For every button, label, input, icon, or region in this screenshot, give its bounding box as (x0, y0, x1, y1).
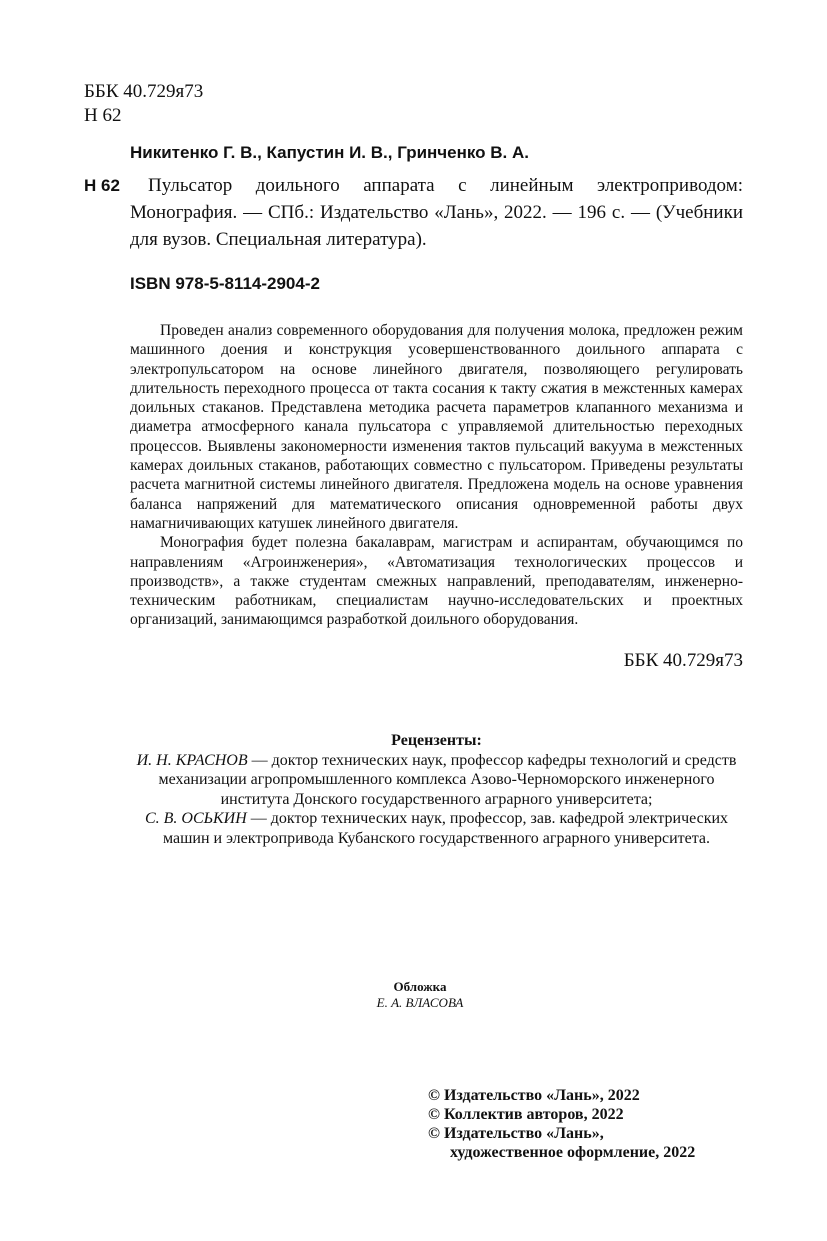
copyright-line: © Издательство «Лань», (428, 1125, 604, 1142)
authors-line: Никитенко Г. В., Капустин И. В., Гринченко В. А. (130, 143, 530, 162)
reviewer-2-name: С. В. ОСЬКИН (144, 810, 247, 827)
cover-credit (300, 979, 540, 1011)
copyright-line: © Издательство «Лань», 2022 (428, 1087, 640, 1104)
cover-designer: Е. А. ВЛАСОВА (376, 995, 464, 1010)
reviewer-2-text: — доктор технических наук, профессор, зав. кафедрой электрических машин и электропривода Кубанского государственного аграрного университета. (162, 810, 729, 847)
abstract-paragraph: Монография будет полезна бакалаврам, магистрам и аспирантам, обучающимся по направлениям «Агроинженерия», «Автоматизация технологических процессов и производств», а также студентам смежных направлений, преподавателям, инженерно-техническим работникам, специалистам научно-исследовательских и проектных организаций, занимающимся разработкой доильного оборудования. (130, 534, 743, 629)
reviewer-1-name: И. Н. КРАСНОВ (136, 751, 248, 769)
cover-heading: Обложка (393, 979, 447, 994)
bibliographic-description: Пульсатор доильного аппарата с линейным электроприводом: Монография. — СПб.: Издательство «Лань», 2022. — 196 с. — (Учебники для вузов. Специальная литература). (130, 175, 743, 250)
abstract (130, 321, 743, 630)
abstract-paragraph: Проведен анализ современного оборудования для получения молока, предложен режим машинного доения и конструкция усовершенствованного доильного аппарата с электропульсатором на основе линейного двигателя, позволяющего регулировать длительность переходного процесса от такта сосания к такту сжатия в межстенных камерах доильных стаканов. Представлена методика расчета параметров клапанного механизма и диаметра атмосферного канала пульсатора с управляемой длительностью переходных процессов. Выявлены закономерности изменения тактов пульсаций вакуума в межстенных камерах доильных стаканов, работающих совместно с пульсатором. Приведены результаты расчета магнитной системы линейного двигателя. Предложена модель на основе уравнения баланса напряжений для математического описания одновременной работы двух намагничивающих катушек линейного двигателя. (130, 322, 743, 532)
bbk-header (84, 80, 203, 128)
reviewers-block (130, 731, 743, 848)
reviewer-1-text: — доктор технических наук, профессор кафедры технологий и средств механизации агропромышленного комплекса Азово-Черноморского инженерного института Донского государственного аграрного университета; (158, 751, 737, 808)
author-mark: Н 62 (84, 105, 122, 126)
entry-code: Н 62 (84, 176, 120, 195)
copyright-line: © Коллектив авторов, 2022 (428, 1106, 624, 1123)
copyright-block (428, 1086, 695, 1162)
bbk-code: ББК 40.729я73 (84, 81, 204, 102)
reviewers-heading: Рецензенты: (391, 732, 482, 749)
bbk-bottom: ББК 40.729я73 (623, 650, 743, 671)
isbn: ISBN 978-5-8114-2904-2 (130, 274, 320, 293)
reviewer-1 (130, 751, 743, 810)
copyright-line: художественное оформление, 2022 (450, 1144, 696, 1161)
reviewer-2 (130, 809, 743, 848)
